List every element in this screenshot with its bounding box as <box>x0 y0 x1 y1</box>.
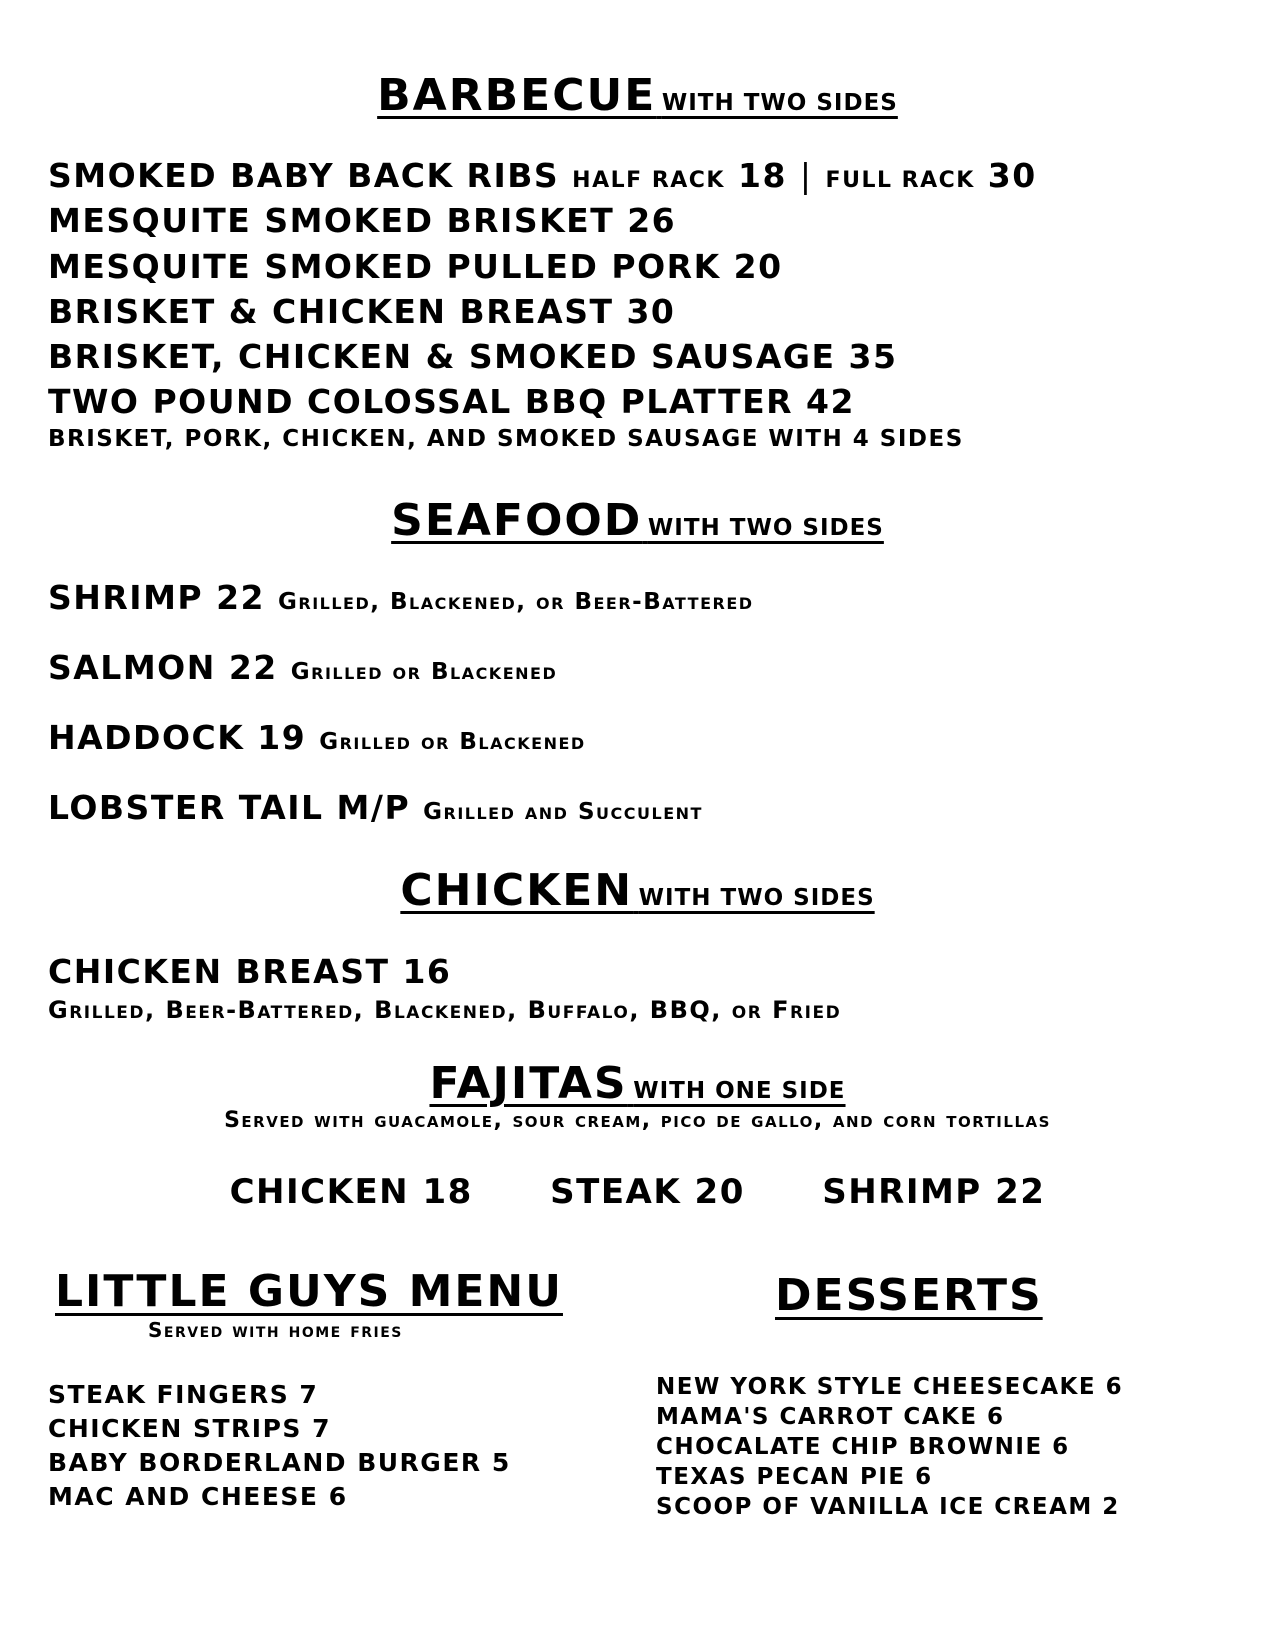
item-name: HADDOCK 19 <box>48 718 307 757</box>
desserts-list <box>656 1372 1123 1522</box>
list-item: STEAK FINGERS 7 <box>48 1380 319 1409</box>
menu-item-chicken-breast: CHICKEN BREAST 16 <box>48 952 452 991</box>
platter-description: BRISKET, PORK, CHICKEN, AND SMOKED SAUSAGE WITH 4 SIDES <box>48 426 964 452</box>
ribs-half-price: 18 <box>737 156 787 195</box>
list-item: BABY BORDERLAND BURGER 5 <box>48 1448 511 1477</box>
seafood-heading <box>0 495 1275 546</box>
fajitas-title: FAJITAS <box>429 1058 628 1109</box>
chicken-heading <box>0 865 1275 916</box>
seafood-note: WITH TWO SIDES <box>647 515 884 541</box>
menu-item-salmon <box>48 648 557 687</box>
chicken-title: CHICKEN <box>400 865 634 916</box>
ribs-name: SMOKED BABY BACK RIBS <box>48 156 560 195</box>
little-guys-title: LITTLE GUYS MENU <box>55 1266 563 1317</box>
barbecue-heading <box>0 70 1275 121</box>
ribs-half-label: HALF RACK <box>572 168 725 193</box>
menu-item: BRISKET & CHICKEN BREAST 30 <box>48 292 676 331</box>
list-item: NEW YORK STYLE CHEESECAKE 6 <box>656 1374 1124 1400</box>
fajita-option: STEAK 20 <box>550 1172 745 1212</box>
item-name: SHRIMP 22 <box>48 578 266 617</box>
item-description: Grilled and Succulent <box>423 799 703 825</box>
list-item: MAMA'S CARROT CAKE 6 <box>656 1404 1005 1430</box>
item-name: SALMON 22 <box>48 648 278 687</box>
list-item: CHICKEN STRIPS 7 <box>48 1414 332 1443</box>
list-item: CHOCALATE CHIP BROWNIE 6 <box>656 1434 1070 1460</box>
item-name: LOBSTER TAIL M/P <box>48 788 411 827</box>
ribs-separator: | <box>799 156 813 195</box>
menu-item-shrimp <box>48 578 754 617</box>
list-item: MAC AND CHEESE 6 <box>48 1482 348 1511</box>
menu-item: MESQUITE SMOKED BRISKET 26 <box>48 201 677 240</box>
menu-item-lobster <box>48 788 703 827</box>
ribs-full-price: 30 <box>987 156 1037 195</box>
list-item: TEXAS PECAN PIE 6 <box>656 1464 933 1490</box>
ribs-full-label: FULL RACK <box>825 168 975 193</box>
item-description: Grilled or Blackened <box>319 729 586 755</box>
list-item: SCOOP OF VANILLA ICE CREAM 2 <box>656 1494 1120 1520</box>
fajitas-description: Served with guacamole, sour cream, pico de gallo, and corn tortillas <box>224 1108 1051 1133</box>
fajitas-options <box>0 1172 1275 1212</box>
item-description: Grilled or Blackened <box>290 659 558 685</box>
little-guys-note: Served with home fries <box>148 1318 403 1342</box>
menu-item: MESQUITE SMOKED PULLED PORK 20 <box>48 247 783 286</box>
seafood-title: SEAFOOD <box>391 495 643 546</box>
barbecue-note: WITH TWO SIDES <box>661 90 898 116</box>
chicken-note: WITH TWO SIDES <box>638 885 875 911</box>
desserts-title: DESSERTS <box>775 1270 1043 1321</box>
barbecue-title: BARBECUE <box>377 70 657 121</box>
menu-item: BRISKET, CHICKEN & SMOKED SAUSAGE 35 <box>48 337 898 376</box>
chicken-description: Grilled, Beer-Battered, Blackened, Buffalo, BBQ, or Fried <box>48 996 842 1024</box>
item-description: Grilled, Blackened, or Beer-Battered <box>278 589 754 615</box>
fajitas-heading <box>0 1058 1275 1109</box>
menu-item: TWO POUND COLOSSAL BBQ PLATTER 42 <box>48 382 855 421</box>
menu-item-haddock <box>48 718 586 757</box>
fajitas-note: WITH ONE SIDE <box>633 1078 846 1104</box>
fajita-option: CHICKEN 18 <box>229 1172 473 1212</box>
little-guys-list <box>48 1378 511 1514</box>
fajita-option: SHRIMP 22 <box>822 1172 1046 1212</box>
menu-item-ribs <box>48 156 1037 195</box>
